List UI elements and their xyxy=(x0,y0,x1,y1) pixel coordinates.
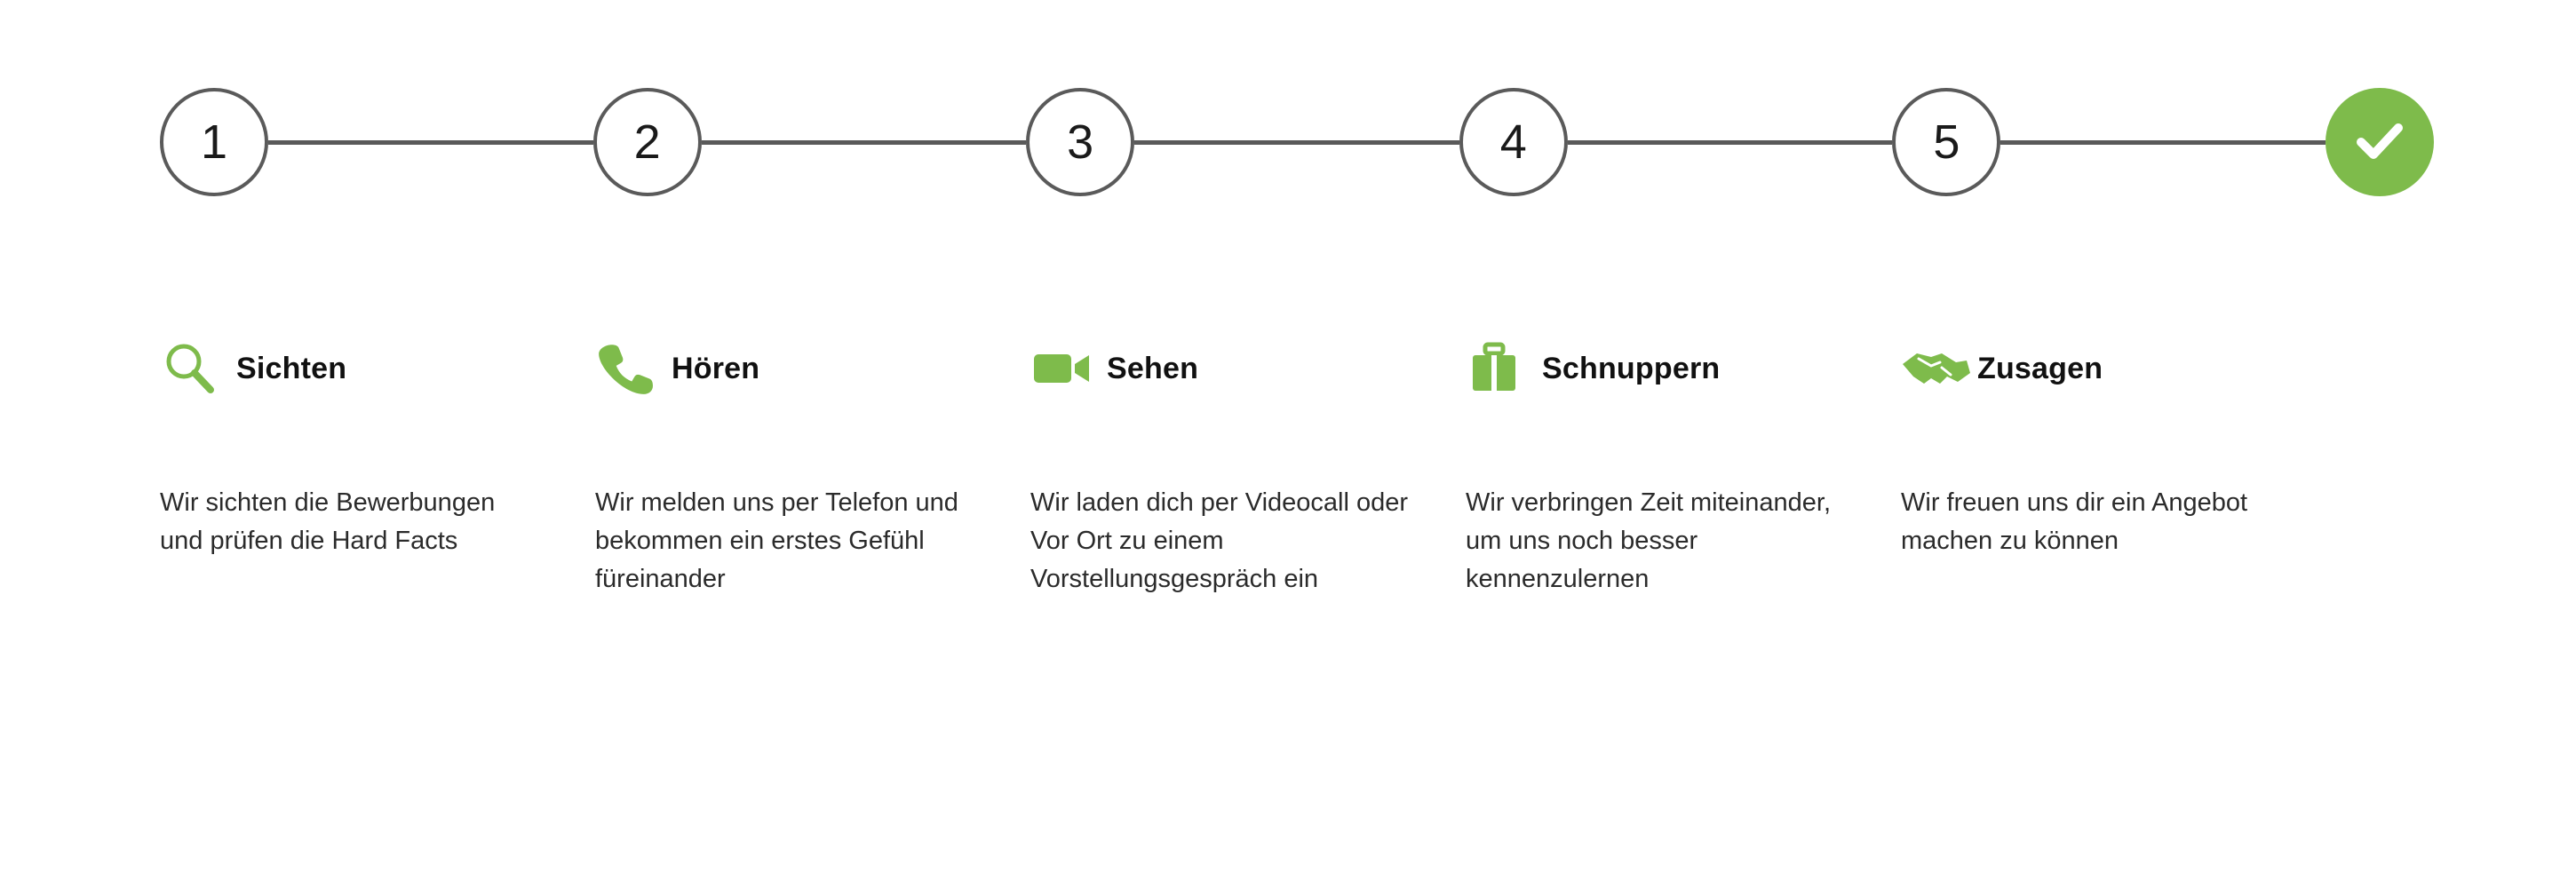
step-number: 4 xyxy=(1499,115,1527,169)
process-step-text: Wir laden dich per Videocall oder Vor Ort zu einem Vorstellungsgespräch ein xyxy=(1030,488,1409,593)
phone-icon xyxy=(595,339,672,398)
step-node-5[interactable] xyxy=(1892,88,2000,196)
process-step-header xyxy=(1466,329,1901,408)
process-step-schnuppern xyxy=(1466,329,1901,599)
step-node-4[interactable] xyxy=(1459,88,1568,196)
process-step-title: Zusagen xyxy=(1977,351,2103,385)
process-step-text: Wir melden uns per Telefon und bekommen ein erstes Gefühl füreinander xyxy=(595,488,958,593)
handshake-icon xyxy=(1901,341,1977,396)
step-connector xyxy=(702,140,1027,145)
process-step-header xyxy=(160,329,595,408)
process-steps-list xyxy=(160,329,2434,599)
briefcase-icon xyxy=(1466,339,1542,398)
process-step-title: Sichten xyxy=(236,351,347,385)
magnifier-icon xyxy=(160,339,236,398)
process-step-text: Wir verbringen Zeit miteinander, um uns noch besser kennenzulernen xyxy=(1466,488,1831,593)
process-step-zusagen xyxy=(1901,329,2336,599)
process-step-hoeren xyxy=(595,329,1030,599)
check-icon xyxy=(2347,107,2413,178)
process-step-title: Sehen xyxy=(1107,351,1199,385)
step-node-1[interactable] xyxy=(160,88,268,196)
process-step-text: Wir sichten die Bewerbungen und prüfen die Hard Facts xyxy=(160,488,496,555)
step-node-complete[interactable] xyxy=(2326,88,2434,196)
step-number: 5 xyxy=(1933,115,1960,169)
process-step-title: Hören xyxy=(672,351,760,385)
step-node-2[interactable] xyxy=(593,88,702,196)
process-step-header xyxy=(1901,329,2336,408)
process-step-sehen xyxy=(1030,329,1466,599)
process-step-title: Schnuppern xyxy=(1542,351,1721,385)
video-camera-icon xyxy=(1030,339,1107,398)
step-connector xyxy=(1134,140,1459,145)
step-node-3[interactable] xyxy=(1026,88,1134,196)
process-step-header xyxy=(595,329,1030,408)
step-number: 1 xyxy=(200,115,228,169)
step-connector xyxy=(1568,140,1893,145)
step-connector xyxy=(2000,140,2326,145)
process-step-text: Wir freuen uns dir ein Angebot machen zu können xyxy=(1901,488,2248,555)
step-number: 2 xyxy=(633,115,661,169)
step-number: 3 xyxy=(1067,115,1094,169)
process-step-sichten xyxy=(160,329,595,599)
step-connector xyxy=(268,140,593,145)
process-step-header xyxy=(1030,329,1466,408)
stepper xyxy=(160,84,2434,200)
